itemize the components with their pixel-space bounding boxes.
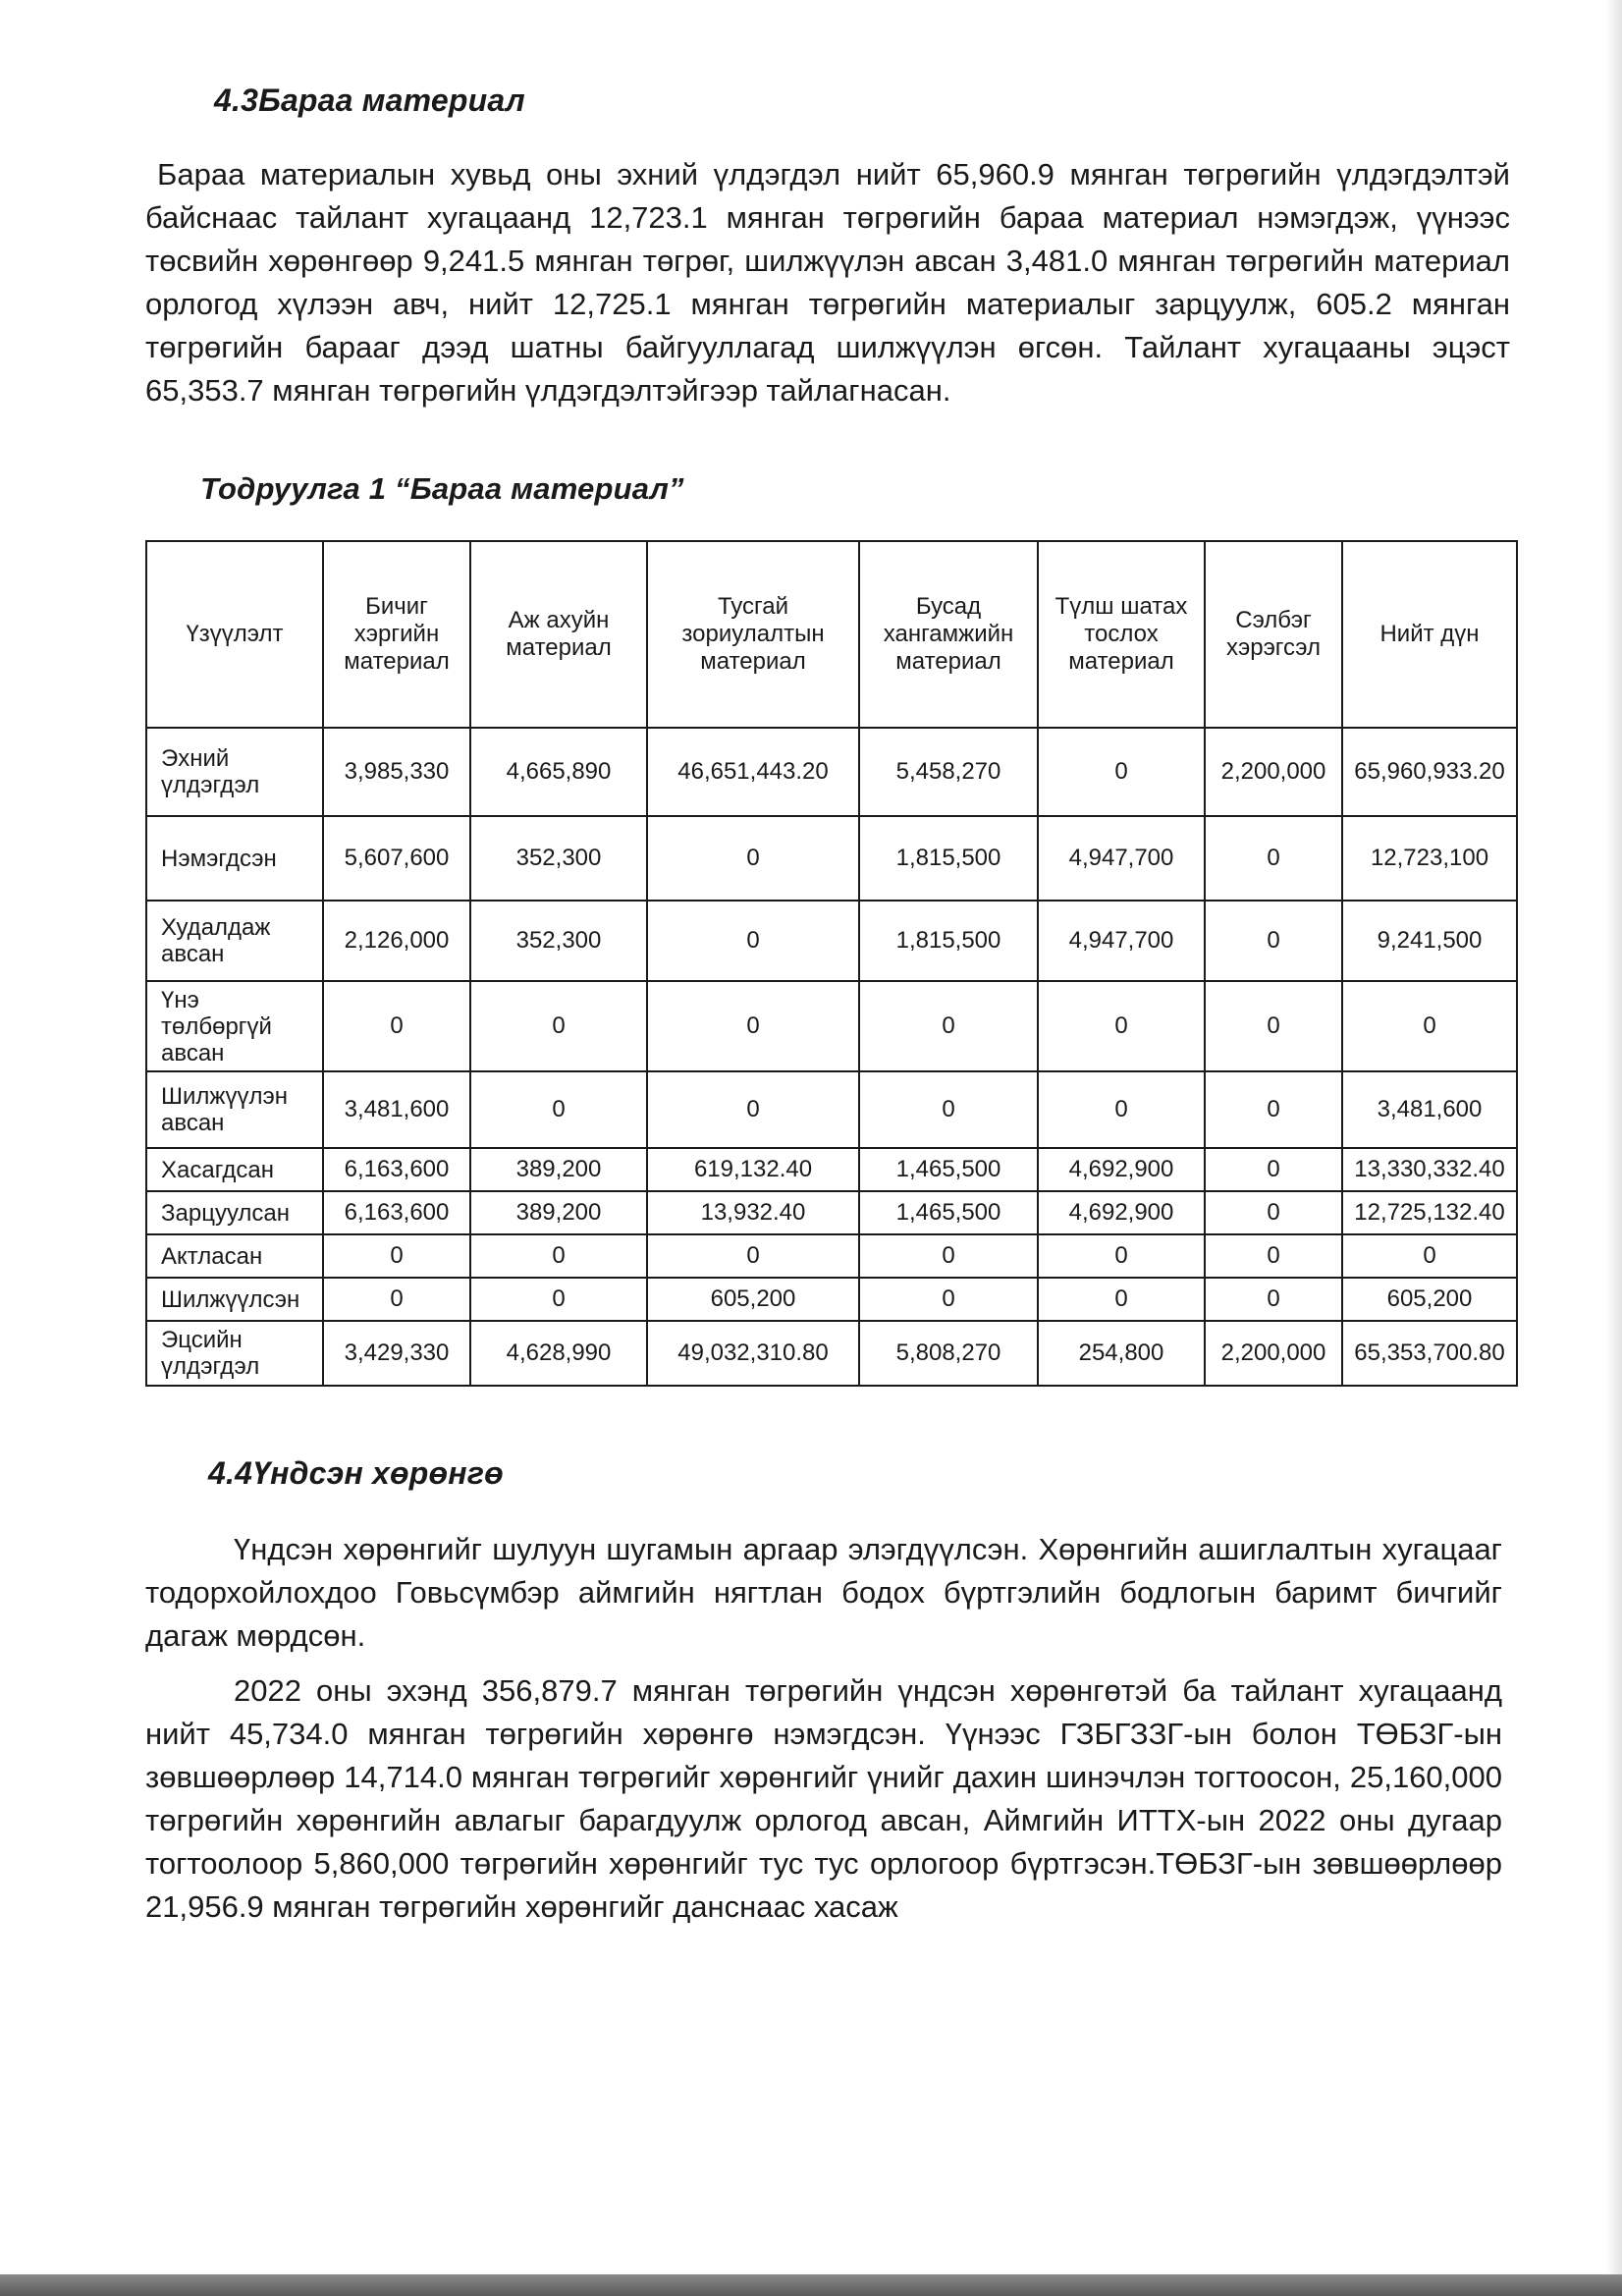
table-header-row xyxy=(146,541,1517,728)
table-title: Тодруулга 1 “Бараа материал” xyxy=(200,471,684,506)
table-cell: 0 xyxy=(1342,981,1517,1071)
table-row xyxy=(146,1071,1517,1148)
table-cell: 5,458,270 xyxy=(859,728,1038,816)
table-cell: 6,163,600 xyxy=(323,1148,470,1191)
table-cell: 6,163,600 xyxy=(323,1191,470,1234)
table-cell: 0 xyxy=(859,1071,1038,1148)
table-cell: 3,481,600 xyxy=(323,1071,470,1148)
header-cell: Бичиг хэргийн материал xyxy=(323,541,470,728)
table-cell: 0 xyxy=(647,1234,859,1278)
table-cell: 0 xyxy=(1038,1234,1205,1278)
scan-bottom-bar xyxy=(0,2274,1622,2296)
table-cell: 3,481,600 xyxy=(1342,1071,1517,1148)
table-cell: 0 xyxy=(1205,901,1342,981)
table-cell: 49,032,310.80 xyxy=(647,1321,859,1386)
section-heading-4-4: 4.4Үндсэн хөрөнгө xyxy=(208,1455,504,1491)
table-row xyxy=(146,816,1517,901)
header-cell: Сэлбэг хэрэгсэл xyxy=(1205,541,1342,728)
row-label: Нэмэгдсэн xyxy=(146,816,323,901)
header-cell: Тусгай зориулалтын материал xyxy=(647,541,859,728)
table-cell: 12,725,132.40 xyxy=(1342,1191,1517,1234)
table-cell: 0 xyxy=(1342,1234,1517,1278)
table-cell: 4,947,700 xyxy=(1038,816,1205,901)
header-cell: Түлш шатах тослох материал xyxy=(1038,541,1205,728)
table-cell: 389,200 xyxy=(470,1148,647,1191)
table-cell: 3,985,330 xyxy=(323,728,470,816)
table-cell: 46,651,443.20 xyxy=(647,728,859,816)
table-cell: 0 xyxy=(647,981,859,1071)
table-cell: 13,932.40 xyxy=(647,1191,859,1234)
table-cell: 0 xyxy=(859,1234,1038,1278)
table-cell: 4,692,900 xyxy=(1038,1148,1205,1191)
table-cell: 0 xyxy=(1038,728,1205,816)
table-cell: 65,960,933.20 xyxy=(1342,728,1517,816)
table-cell: 1,465,500 xyxy=(859,1148,1038,1191)
table-row xyxy=(146,728,1517,816)
table-cell: 0 xyxy=(323,981,470,1071)
table-cell: 3,429,330 xyxy=(323,1321,470,1386)
table-cell: 0 xyxy=(470,981,647,1071)
table-cell: 1,465,500 xyxy=(859,1191,1038,1234)
table-cell: 4,947,700 xyxy=(1038,901,1205,981)
table-cell: 0 xyxy=(323,1234,470,1278)
table-cell: 0 xyxy=(1205,1278,1342,1321)
table-cell: 5,808,270 xyxy=(859,1321,1038,1386)
table-row xyxy=(146,1278,1517,1321)
table-cell: 0 xyxy=(323,1278,470,1321)
header-cell: Үзүүлэлт xyxy=(146,541,323,728)
row-label: Зарцуулсан xyxy=(146,1191,323,1234)
table-row xyxy=(146,901,1517,981)
table-cell: 0 xyxy=(647,901,859,981)
table-cell: 0 xyxy=(647,816,859,901)
header-cell: Бусад хангамжийн материал xyxy=(859,541,1038,728)
table-row xyxy=(146,1191,1517,1234)
table-cell: 0 xyxy=(470,1278,647,1321)
table-cell: 1,815,500 xyxy=(859,901,1038,981)
row-label: Эцсийн үлдэгдэл xyxy=(146,1321,323,1386)
row-label: Шилжүүлсэн xyxy=(146,1278,323,1321)
table-row xyxy=(146,1321,1517,1386)
table-cell: 389,200 xyxy=(470,1191,647,1234)
header-cell: Нийт дүн xyxy=(1342,541,1517,728)
table-row xyxy=(146,1234,1517,1278)
table-cell: 0 xyxy=(1205,1071,1342,1148)
table-row xyxy=(146,1148,1517,1191)
row-label: Шилжүүлэн авсан xyxy=(146,1071,323,1148)
table-cell: 2,200,000 xyxy=(1205,1321,1342,1386)
row-label: Эхний үлдэгдэл xyxy=(146,728,323,816)
fixed-assets-paragraph-2: 2022 оны эхэнд 356,879.7 мянган төгрөгийн үндсэн хөрөнгөтэй ба тайлант хугацаанд нийт 45,734.0 мянган төгрөгийн хөрөнгө нэмэгдсэн. Үүнээс ГЗБГЗЗГ-ын болон ТӨБЗГ-ын зөвшөөрлөөр 14,714.0 мянган төгрөгийг хөрөнгийг үнийг дахин шинэчлэн тогтоосон, 25,160,000 төгрөгийн хөрөнгийн авлагыг барагдуулж орлогод авсан, Аймгийн ИТТХ-ын 2022 оны дугаар тогтоолоор 5,860,000 төгрөгийн хөрөнгийг тус тус орлогоор бүртгэсэн.ТӨБЗГ-ын зөвшөөрлөөр 21,956.9 мянган төгрөгийн хөрөнгийг данснаас хасаж xyxy=(145,1673,1502,1924)
inventory-paragraph: Бараа материалын хувьд оны эхний үлдэгдэл нийт 65,960.9 мянган төгрөгийн үлдэгдэлтэй байснаас тайлант хугацаанд 12,723.1 мянган төгрөгийн бараа материал нэмэгдэж, үүнээс төсвийн хөрөнгөөр 9,241.5 мянган төгрөг, шилжүүлэн авсан 3,481.0 мянган төгрөгийн материал орлогод хүлээн авч, нийт 12,725.1 мянган төгрөгийн материалыг зарцуулж, 605.2 мянган төгрөгийн барааг дээд шатны байгууллагад шилжүүлэн өгсөн. Тайлант хугацааны эцэст 65,353.7 мянган төгрөгийн үлдэгдэлтэйгээр тайлагнасан. xyxy=(145,157,1510,408)
table-cell: 2,126,000 xyxy=(323,901,470,981)
table-cell: 0 xyxy=(1205,1234,1342,1278)
table-cell: 4,628,990 xyxy=(470,1321,647,1386)
table-cell: 0 xyxy=(1205,1191,1342,1234)
table-cell: 65,353,700.80 xyxy=(1342,1321,1517,1386)
row-label: Хасагдсан xyxy=(146,1148,323,1191)
table-cell: 0 xyxy=(470,1234,647,1278)
table-cell: 1,815,500 xyxy=(859,816,1038,901)
row-label: Актласан xyxy=(146,1234,323,1278)
table-cell: 0 xyxy=(1038,981,1205,1071)
row-label: Худалдаж авсан xyxy=(146,901,323,981)
table-row xyxy=(146,981,1517,1071)
row-label: Үнэ төлбөргүй авсан xyxy=(146,981,323,1071)
table-cell: 12,723,100 xyxy=(1342,816,1517,901)
inventory-table xyxy=(145,540,1518,1387)
table-cell: 352,300 xyxy=(470,901,647,981)
fixed-assets-paragraph-1: Үндсэн хөрөнгийг шулуун шугамын аргаар элэгдүүлсэн. Хөрөнгийн ашиглалтын хугацааг тодорхойлохдоо Говьсүмбэр аймгийн нягтлан бодох бүртгэлийн бодлогын баримт бичгийг дагаж мөрдсөн. xyxy=(145,1532,1502,1653)
table-cell: 0 xyxy=(470,1071,647,1148)
table-cell: 605,200 xyxy=(1342,1278,1517,1321)
table-cell: 605,200 xyxy=(647,1278,859,1321)
table-cell: 0 xyxy=(1038,1278,1205,1321)
table-cell: 0 xyxy=(1205,816,1342,901)
table-cell: 0 xyxy=(1205,1148,1342,1191)
table-cell: 13,330,332.40 xyxy=(1342,1148,1517,1191)
table-cell: 0 xyxy=(647,1071,859,1148)
table-cell: 619,132.40 xyxy=(647,1148,859,1191)
table-cell: 254,800 xyxy=(1038,1321,1205,1386)
table-cell: 352,300 xyxy=(470,816,647,901)
table-cell: 0 xyxy=(859,981,1038,1071)
table-cell: 4,665,890 xyxy=(470,728,647,816)
table-cell: 9,241,500 xyxy=(1342,901,1517,981)
table-cell: 2,200,000 xyxy=(1205,728,1342,816)
table-cell: 0 xyxy=(1205,981,1342,1071)
section-heading-4-3: 4.3Бараа материал xyxy=(214,82,525,118)
scan-edge-shadow xyxy=(1606,0,1622,2274)
table-cell: 0 xyxy=(859,1278,1038,1321)
header-cell: Аж ахуйн материал xyxy=(470,541,647,728)
table-cell: 0 xyxy=(1038,1071,1205,1148)
table-cell: 4,692,900 xyxy=(1038,1191,1205,1234)
table-cell: 5,607,600 xyxy=(323,816,470,901)
